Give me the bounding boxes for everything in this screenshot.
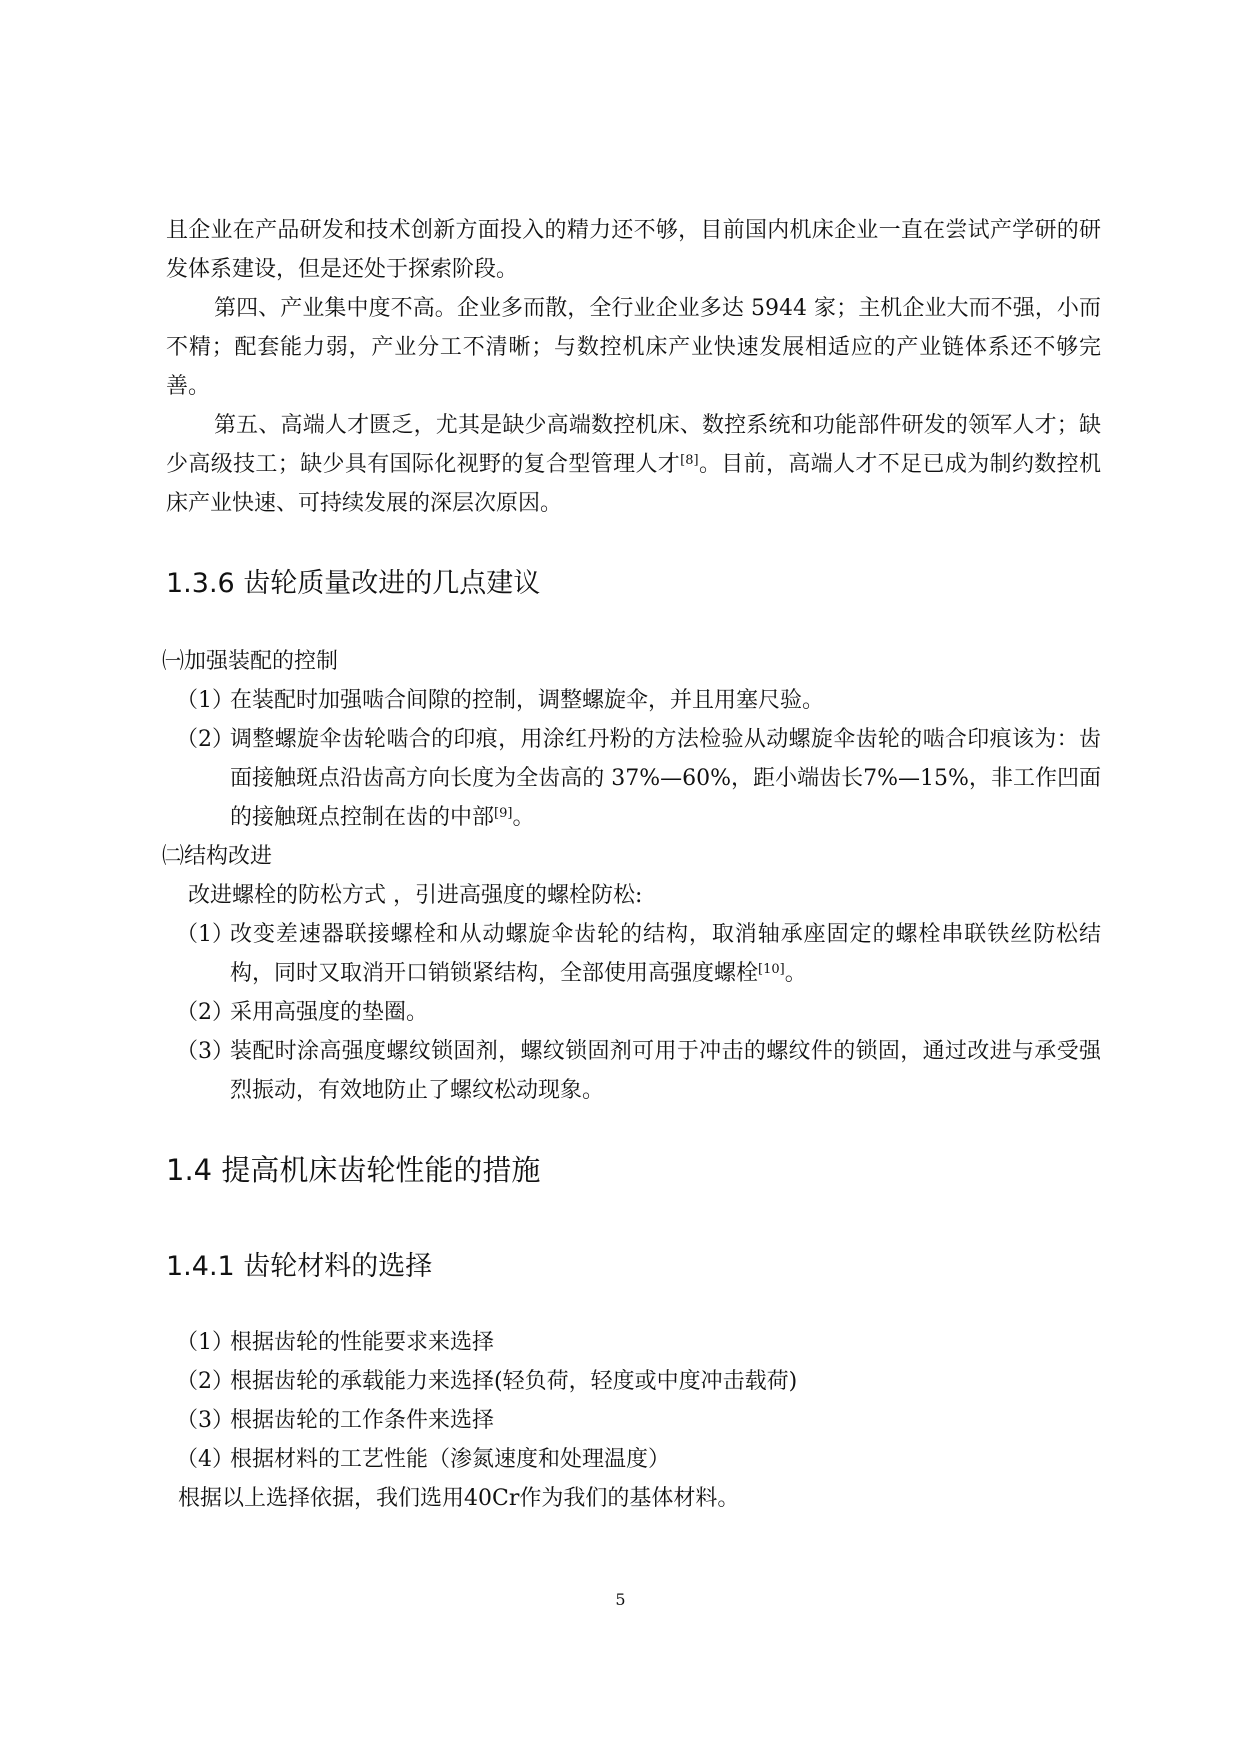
list-number: （2） bbox=[176, 1000, 234, 1025]
section-heading-1-4-1: 1.4.1 齿轮材料的选择 bbox=[166, 1251, 433, 1282]
paragraph-fifth-text-b: 。目前，高端人才不足已成为制约数控机床产业快速、可持续发展的深层次原因。 bbox=[166, 452, 1101, 516]
list-item bbox=[176, 1032, 1101, 1110]
list-text-end: 。 bbox=[512, 805, 535, 830]
list-number: （1） bbox=[176, 922, 234, 947]
list-text: 改变差速器联接螺栓和从动螺旋伞齿轮的结构，取消轴承座固定的螺栓串联铁丝防松结构，同时又取消开口销锁紧结构，全部使用高强度螺栓 bbox=[230, 922, 1101, 986]
list-text: 根据齿轮的承载能力来选择(轻负荷，轻度或中度冲击载荷) bbox=[230, 1369, 798, 1394]
list-text: 根据材料的工艺性能（渗氮速度和处理温度） bbox=[230, 1447, 671, 1472]
list-item bbox=[176, 915, 1101, 993]
material-conclusion: 根据以上选择依据，我们选用40Cr作为我们的基体材料。 bbox=[178, 1486, 740, 1511]
list-number: （3） bbox=[176, 1039, 234, 1064]
list-item bbox=[176, 720, 1101, 837]
list-item bbox=[176, 993, 1101, 1032]
paragraph-fourth-point: 第四、产业集中度不高。企业多而散，全行业企业多达 5944 家；主机企业大而不强，小而不精；配套能力弱，产业分工不清晰；与数控机床产业快速发展相适应的产业链体系还不够完善。 bbox=[166, 296, 1101, 399]
citation-9: [9] bbox=[494, 806, 513, 821]
paragraph-continued: 且企业在产品研发和技术创新方面投入的精力还不够，目前国内机床企业一直在尝试产学研的研发体系建设，但是还处于探索阶段。 bbox=[166, 218, 1101, 282]
paragraph-fifth-text-a: 第五、高端人才匮乏，尤其是缺少高端数控机床、数控系统和功能部件研发的领军人才；缺少高级技工；缺少具有国际化视野的复合型管理人才 bbox=[166, 413, 1101, 477]
list-number: （1） bbox=[176, 1330, 234, 1355]
list-number: （2） bbox=[176, 727, 234, 752]
list-number: （2） bbox=[176, 1369, 234, 1394]
section-heading-1-3-6: 1.3.6 齿轮质量改进的几点建议 bbox=[166, 568, 541, 599]
list-text-end: 。 bbox=[784, 961, 807, 986]
list-text: 采用高强度的垫圈。 bbox=[230, 1000, 429, 1025]
list-text: 调整螺旋伞齿轮啮合的印痕，用涂红丹粉的方法检验从动螺旋伞齿轮的啮合印痕该为：齿面接触斑点沿齿高方向长度为全齿高的 37%—60%，距小端齿长7%—15%，非工作凹面的接触斑点控制在齿的中部 bbox=[230, 727, 1101, 830]
list-text-with-citation bbox=[176, 915, 1101, 993]
list-text: 在装配时加强啮合间隙的控制，调整螺旋伞，并且用塞尺验。 bbox=[230, 688, 825, 713]
paragraph-fifth-point bbox=[166, 406, 1101, 523]
citation-8: [8] bbox=[680, 453, 699, 468]
list-item bbox=[176, 1440, 1101, 1479]
list-text: 根据齿轮的性能要求来选择 bbox=[230, 1330, 495, 1355]
page-number: 5 bbox=[615, 1590, 626, 1609]
list-item bbox=[176, 1401, 1101, 1440]
list-item bbox=[176, 1362, 1101, 1401]
list-number: （3） bbox=[176, 1408, 234, 1433]
list-text: 装配时涂高强度螺纹锁固剂，螺纹锁固剂可用于冲击的螺纹件的锁固，通过改进与承受强烈振动，有效地防止了螺纹松动现象。 bbox=[230, 1039, 1101, 1103]
list-text-with-citation bbox=[176, 720, 1101, 837]
subsection-structure-improvement: ㈡结构改进 bbox=[162, 844, 273, 869]
citation-10: [10] bbox=[758, 962, 785, 977]
section-heading-1-4: 1.4 提高机床齿轮性能的措施 bbox=[166, 1153, 541, 1187]
list-item bbox=[176, 1323, 1101, 1362]
list-number: （4） bbox=[176, 1447, 234, 1472]
subsection-assembly-control: ㈠加强装配的控制 bbox=[162, 649, 339, 674]
list-item bbox=[176, 681, 1101, 720]
list-number: （1） bbox=[176, 688, 234, 713]
list-text: 根据齿轮的工作条件来选择 bbox=[230, 1408, 495, 1433]
structure-intro: 改进螺栓的防松方式 ，引进高强度的螺栓防松: bbox=[188, 883, 643, 908]
